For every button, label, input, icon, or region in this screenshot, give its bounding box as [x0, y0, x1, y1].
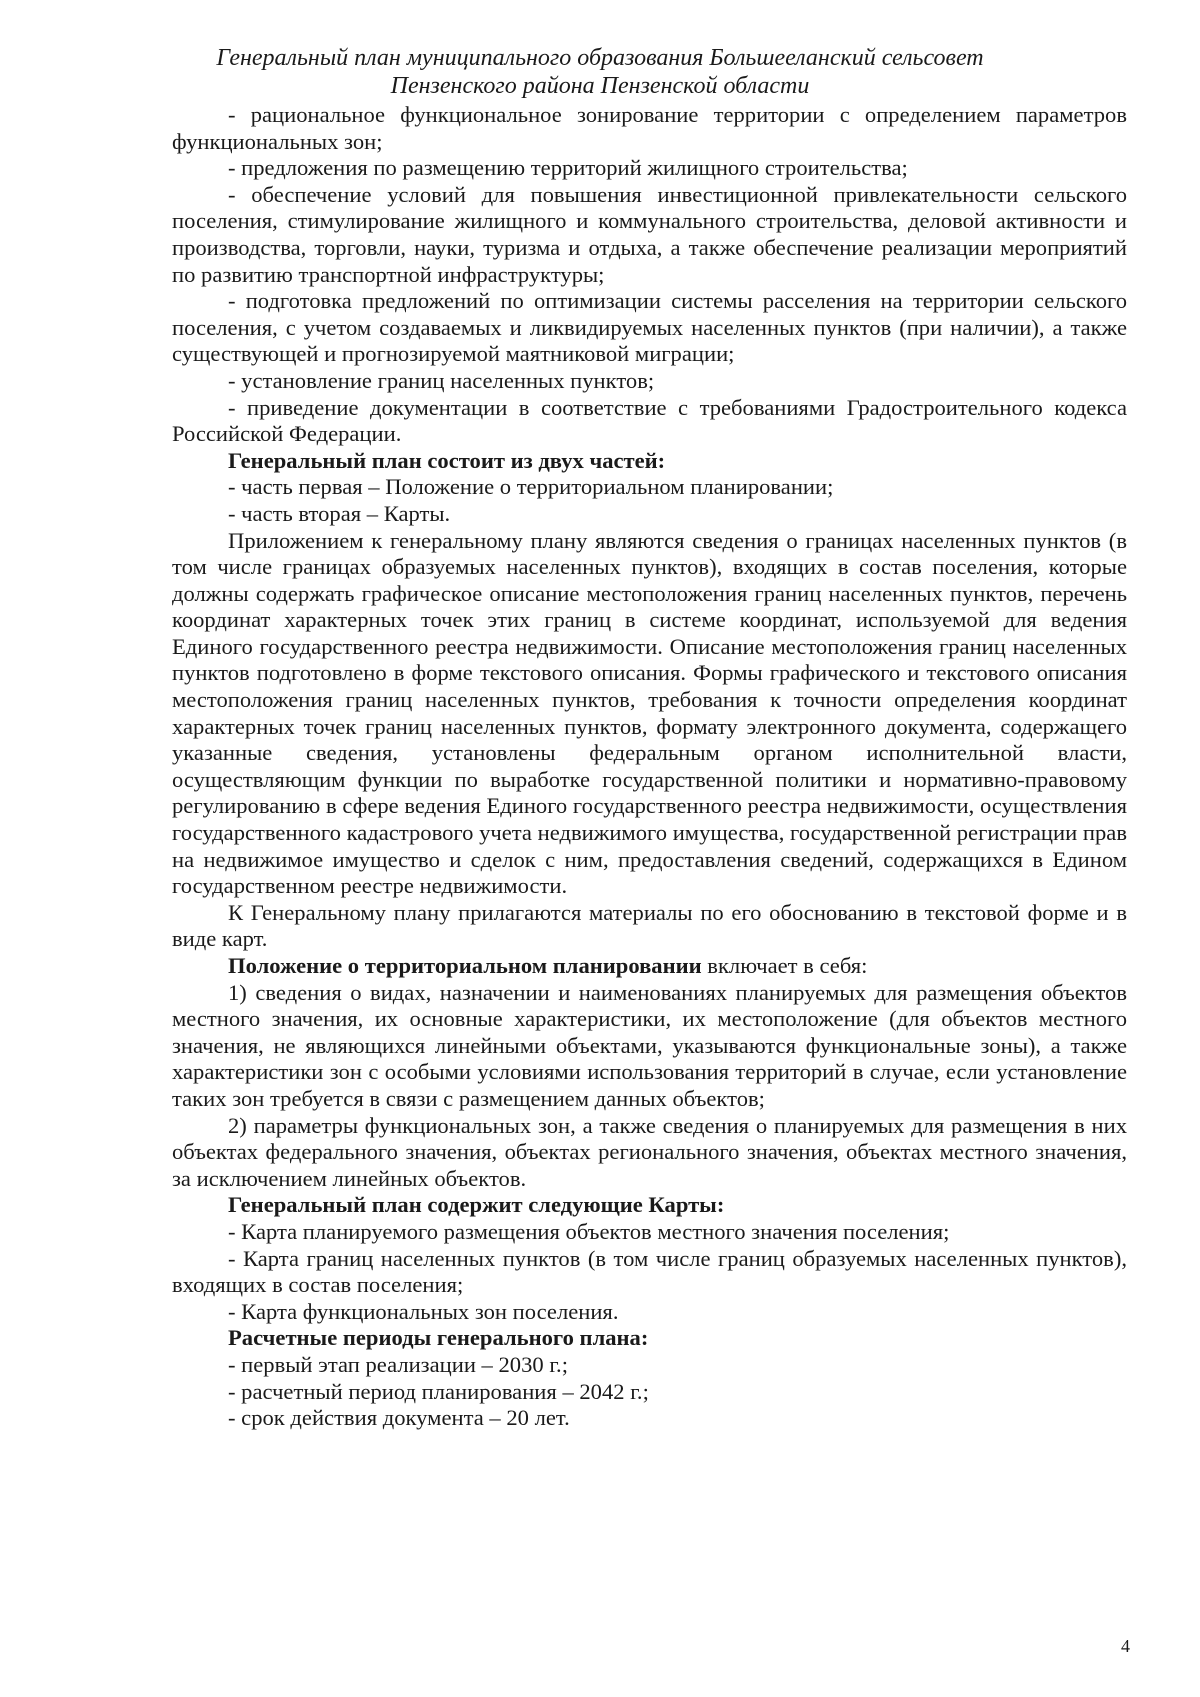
paragraph: - установление границ населенных пунктов; — [228, 367, 655, 393]
paragraph: - часть вторая – Карты. — [228, 500, 451, 526]
section-heading: Генеральный план состоит из двух частей: — [228, 447, 666, 473]
paragraph: - рациональное функциональное зонирование территории с определением параметров функциональных зон; — [172, 102, 1127, 154]
document-body — [172, 102, 1127, 1432]
header-line-1: Генеральный план муниципального образования Большееланский сельсовет — [216, 45, 984, 71]
header-line-2: Пензенского района Пензенской области — [390, 73, 810, 99]
paragraph: - часть первая – Положение о территориальном планировании; — [228, 474, 834, 500]
paragraph: - предложения по размещению территорий жилищного строительства; — [228, 155, 908, 181]
paragraph: К Генеральному плану прилагаются материалы по его обоснованию в текстовой форме и в виде карт. — [172, 899, 1127, 952]
bold-lead: Положение о территориальном планировании — [228, 953, 702, 978]
paragraph: 2) параметры функциональных зон, а также сведения о планируемых для размещения в них объектах федерального значения, объектах регионального значения, объектах местного значения, за исключением линейных объектов. — [172, 1112, 1127, 1191]
paragraph-mixed — [172, 953, 1127, 980]
paragraph: - обеспечение условий для повышения инвестиционной привлекательности сельского поселения, стимулирование жилищного и коммунального строительства, деловой активности и производства, торговли, науки, туризма и отдыха, а также обеспечение реализации мероприятий по развитию транспортной инфраструктуры; — [172, 181, 1127, 287]
section-heading: Расчетные периоды генерального плана: — [228, 1325, 649, 1351]
paragraph: - Карта планируемого размещения объектов местного значения поселения; — [228, 1218, 950, 1244]
section-heading: Генеральный план содержит следующие Карты: — [228, 1192, 725, 1218]
paragraph: - Карта границ населенных пунктов (в том числе границ образуемых населенных пунктов), входящих в состав поселения; — [172, 1245, 1127, 1298]
paragraph: Приложением к генеральному плану являются сведения о границах населенных пунктов (в том числе границах образуемых населенных пунктов), входящих в состав поселения, которые должны содержать графическое описание местоположения границ населенных пунктов, перечень координат характерных точек этих границ в системе координат, используемой для ведения Единого государственного реестра недвижимости. Описание местоположения границ населенных пунктов подготовлено в форме текстового описания. Формы графического и текстового описания местоположения границ населенных пунктов, требования к точности определения координат характерных точек границ населенных пунктов, формату электронного документа, содержащего указанные сведения, установлены федеральным органом исполнительной власти, осуществляющим функции по выработке государственной политики и нормативно-правовому регулированию в сфере ведения Единого государственного реестра недвижимости, осуществления государственного кадастрового учета недвижимого имущества, государственной регистрации прав на недвижимое имущество и сделок с ним, предоставления сведений, содержащихся в Едином государственном реестре недвижимости. — [172, 527, 1127, 899]
paragraph: - приведение документации в соответствие с требованиями Градостроительного кодекса Российской Федерации. — [172, 394, 1127, 447]
paragraph: - подготовка предложений по оптимизации системы расселения на территории сельского поселения, с учетом создаваемых и ликвидируемых населенных пунктов (при наличии), а также существующей и прогнозируемой маятниковой миграции; — [172, 288, 1127, 367]
lead-rest: включает в себя: — [701, 953, 868, 978]
page-number: 4 — [1121, 1636, 1130, 1656]
document-header — [160, 44, 1040, 100]
paragraph: - Карта функциональных зон поселения. — [228, 1298, 619, 1324]
paragraph: - расчетный период планирования – 2042 г.; — [228, 1378, 649, 1404]
paragraph: - первый этап реализации – 2030 г.; — [228, 1351, 568, 1377]
paragraph: 1) сведения о видах, назначении и наименованиях планируемых для размещения объектов местного значения, их основные характеристики, их местоположение (для объектов местного значения, не являющихся линейными объектами, указываются функциональные зоны), а также характеристики зон с особыми условиями использования территорий в случае, если установление таких зон требуется в связи с размещением данных объектов; — [172, 979, 1127, 1111]
paragraph: - срок действия документа – 20 лет. — [228, 1405, 570, 1431]
